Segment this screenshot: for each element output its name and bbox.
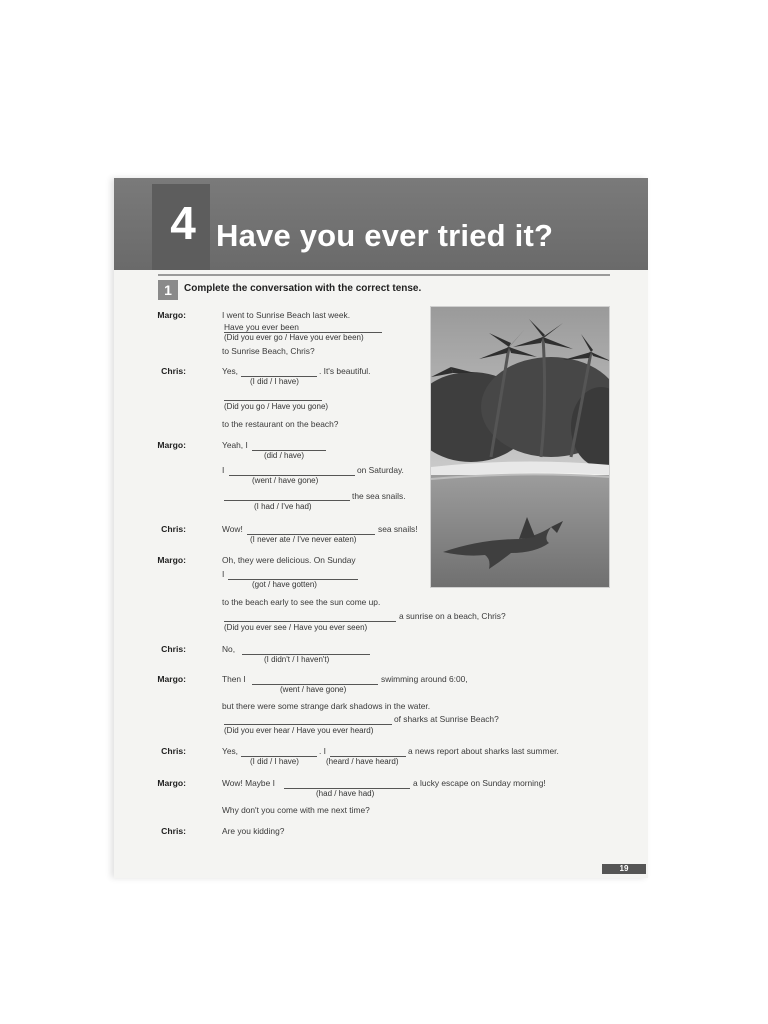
dialogue-line: of sharks at Sunrise Beach? [394, 714, 499, 724]
answer-options: (I had / I've had) [254, 502, 312, 511]
answer-options: (went / have gone) [280, 685, 347, 694]
answer-options: (I did / I have) [250, 377, 299, 386]
speaker-chris: Chris: [161, 644, 186, 654]
dialogue-line: swimming around 6:00, [381, 674, 468, 684]
speaker-chris: Chris: [161, 524, 186, 534]
speaker-margo: Margo: [157, 555, 186, 565]
dialogue-line: I went to Sunrise Beach last week. [222, 310, 351, 320]
answer-options: (heard / have heard) [326, 757, 399, 766]
dialogue-line: . I [319, 746, 326, 756]
dialogue-line: Wow! [222, 524, 243, 534]
dialogue-line: a sunrise on a beach, Chris? [399, 611, 506, 621]
dialogue-line: Why don't you come with me next time? [222, 805, 370, 815]
exercise-number: 1 [158, 280, 178, 300]
dialogue-line: sea snails! [378, 524, 418, 534]
workbook-page [114, 178, 648, 878]
answer-options: (got / have gotten) [252, 580, 317, 589]
dialogue-line: I [222, 465, 225, 475]
answer-options: (had / have had) [316, 789, 375, 798]
speaker-margo: Margo: [157, 674, 186, 684]
speaker-margo: Margo: [157, 440, 186, 450]
dialogue-line: but there were some strange dark shadows in the water. [222, 701, 431, 711]
answer-options: (I didn't / I haven't) [264, 655, 330, 664]
speaker-margo: Margo: [157, 310, 186, 320]
speaker-chris: Chris: [161, 366, 186, 376]
answer-blank[interactable] [224, 500, 350, 501]
dialogue-line: to Sunrise Beach, Chris? [222, 346, 315, 356]
photo-illustration [431, 307, 610, 588]
speaker-chris: Chris: [161, 826, 186, 836]
dialogue-line: the sea snails. [352, 491, 406, 501]
answer-options: (Did you ever hear / Have you ever heard) [224, 726, 374, 735]
dialogue-line: No, [222, 644, 236, 654]
answer-options: (Did you go / Have you gone) [224, 402, 329, 411]
dialogue-line: Oh, they were delicious. On Sunday [222, 555, 356, 565]
unit-number: 4 [170, 197, 196, 249]
dialogue-line: . It's beautiful. [319, 366, 371, 376]
dialogue-line: Yeah, I [222, 440, 248, 450]
dialogue-line: Yes, [222, 366, 238, 376]
answer-options: (went / have gone) [252, 476, 319, 485]
answer-options: (I did / I have) [250, 757, 299, 766]
dialogue-line: a news report about sharks last summer. [408, 746, 559, 756]
answer-options: (Did you ever see / Have you ever seen) [224, 623, 368, 632]
unit-title: Have you ever tried it? [216, 218, 554, 253]
answer-options: (I never ate / I've never eaten) [250, 535, 357, 544]
dialogue-line: Are you kidding? [222, 826, 285, 836]
page-number: 19 [602, 864, 646, 874]
answer-options: (did / have) [264, 451, 305, 460]
section-rule [158, 274, 610, 276]
speaker-chris: Chris: [161, 746, 186, 756]
answer-blank[interactable] [224, 621, 396, 622]
speaker-margo: Margo: [157, 778, 186, 788]
answer-options: (Did you ever go / Have you ever been) [224, 333, 364, 342]
dialogue-line: to the beach early to see the sun come up. [222, 597, 381, 607]
dialogue-line: to the restaurant on the beach? [222, 419, 339, 429]
answer-blank[interactable] [224, 400, 322, 401]
dialogue-line: Yes, [222, 746, 238, 756]
unit-banner [114, 178, 648, 270]
dialogue-line: Wow! Maybe I [222, 778, 275, 788]
answer-filled[interactable]: Have you ever been [224, 322, 382, 333]
dialogue-line: a lucky escape on Sunday morning! [413, 778, 546, 788]
dialogue-line: Then I [222, 674, 246, 684]
dialogue-line: I [222, 569, 225, 579]
beach-shark-photo [430, 306, 610, 588]
dialogue-line: on Saturday. [357, 465, 404, 475]
exercise-instruction: Complete the conversation with the correct tense. [184, 283, 422, 294]
answer-blank[interactable] [224, 724, 392, 725]
